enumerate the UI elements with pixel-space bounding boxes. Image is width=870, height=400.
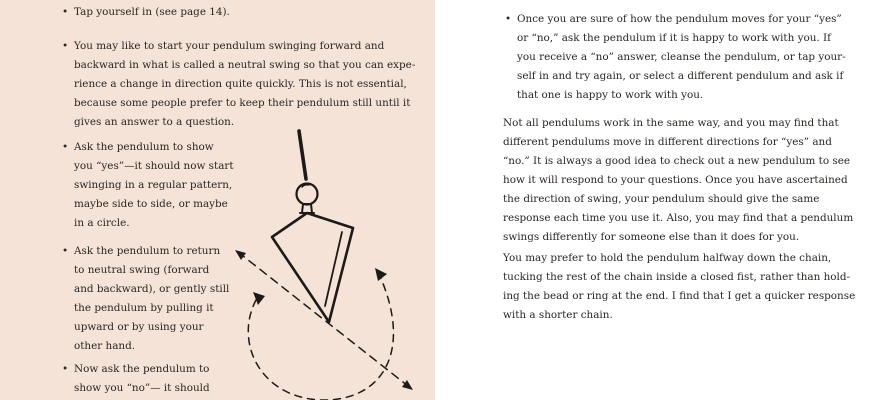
text-line: upward or by using your — [74, 321, 204, 333]
text-line: gives an answer to a question. — [74, 116, 235, 128]
text-line: You may prefer to hold the pendulum halfway down the chain, — [503, 252, 832, 264]
left-bullet-1 — [62, 3, 230, 22]
text-line: • Once you are sure of how the pendulum moves for your “yes” — [517, 13, 842, 25]
text-line: self in and try again, or select a different pendulum and ask if — [517, 70, 844, 82]
text-line: other hand. — [74, 340, 136, 352]
text-line: you “yes”—it should now start — [74, 160, 234, 172]
text-line: backward in what is called a neutral swing so that you can expe- — [74, 59, 416, 71]
right-paragraph-2 — [503, 249, 855, 325]
text-line: • Now ask the pendulum to — [74, 363, 210, 375]
text-line: • Tap yourself in (see page 14). — [74, 6, 230, 18]
text-line: the pendulum by pulling it — [74, 302, 214, 314]
pendulum-swing-icon — [232, 122, 432, 400]
text-line: “no.” It is always a good idea to check out a new pendulum to see — [503, 155, 851, 167]
text-line: Not all pendulums work in the same way, and you may find that — [503, 117, 839, 129]
left-bullet-4 — [62, 242, 229, 356]
text-line: maybe side to side, or maybe — [74, 198, 228, 210]
text-line: different pendulums move in different directions for “yes” and — [503, 136, 832, 148]
right-paragraph-1 — [503, 114, 853, 247]
left-bullet-2 — [62, 37, 415, 132]
text-line: show you “no”— it should — [74, 382, 210, 394]
right-page — [435, 0, 870, 400]
pendulum-bead — [297, 184, 318, 205]
text-line: response each time you use it. Also, you may find that a pendulum — [503, 212, 854, 224]
text-line: you receive a “no” answer, cleanse the pendulum, or tap your- — [517, 51, 846, 63]
pendulum-chain — [299, 131, 306, 179]
text-line: or “no,” ask the pendulum if it is happy to work with you. If — [517, 32, 831, 44]
left-bullet-5 — [62, 360, 210, 398]
right-bullet-1 — [505, 10, 846, 105]
pendulum-bob — [272, 213, 353, 322]
text-line: tucking the rest of the chain inside a closed fist, rather than hold- — [503, 271, 851, 283]
text-line: in a circle. — [74, 217, 130, 229]
text-line: ing the bead or ring at the end. I find that I get a quicker response — [503, 290, 856, 302]
text-line: rience a change in direction quite quickly. This is not essential, — [74, 78, 407, 90]
arrowhead-down-right — [402, 380, 413, 390]
text-line: with a shorter chain. — [503, 309, 613, 321]
text-line: • You may like to start your pendulum swinging forward and — [74, 40, 385, 52]
text-line: • Ask the pendulum to return — [74, 245, 221, 257]
text-line: the direction of swing, your pendulum should give the same — [503, 193, 820, 205]
text-line: because some people prefer to keep their pendulum still until it — [74, 97, 411, 109]
text-line: swings differently for someone else than it does for you. — [503, 231, 800, 243]
text-line: how it will respond to your questions. Once you have ascertained — [503, 174, 848, 186]
swing-arc — [248, 274, 393, 400]
text-line: swinging in a regular pattern, — [74, 179, 233, 191]
text-line: that one is happy to work with you. — [517, 89, 704, 101]
text-line: • Ask the pendulum to show — [74, 141, 214, 153]
text-line: and backward), or gently still — [74, 283, 230, 295]
arrowhead-up-left — [235, 250, 246, 260]
text-line: to neutral swing (forward — [74, 264, 210, 276]
left-bullet-3 — [62, 138, 234, 233]
